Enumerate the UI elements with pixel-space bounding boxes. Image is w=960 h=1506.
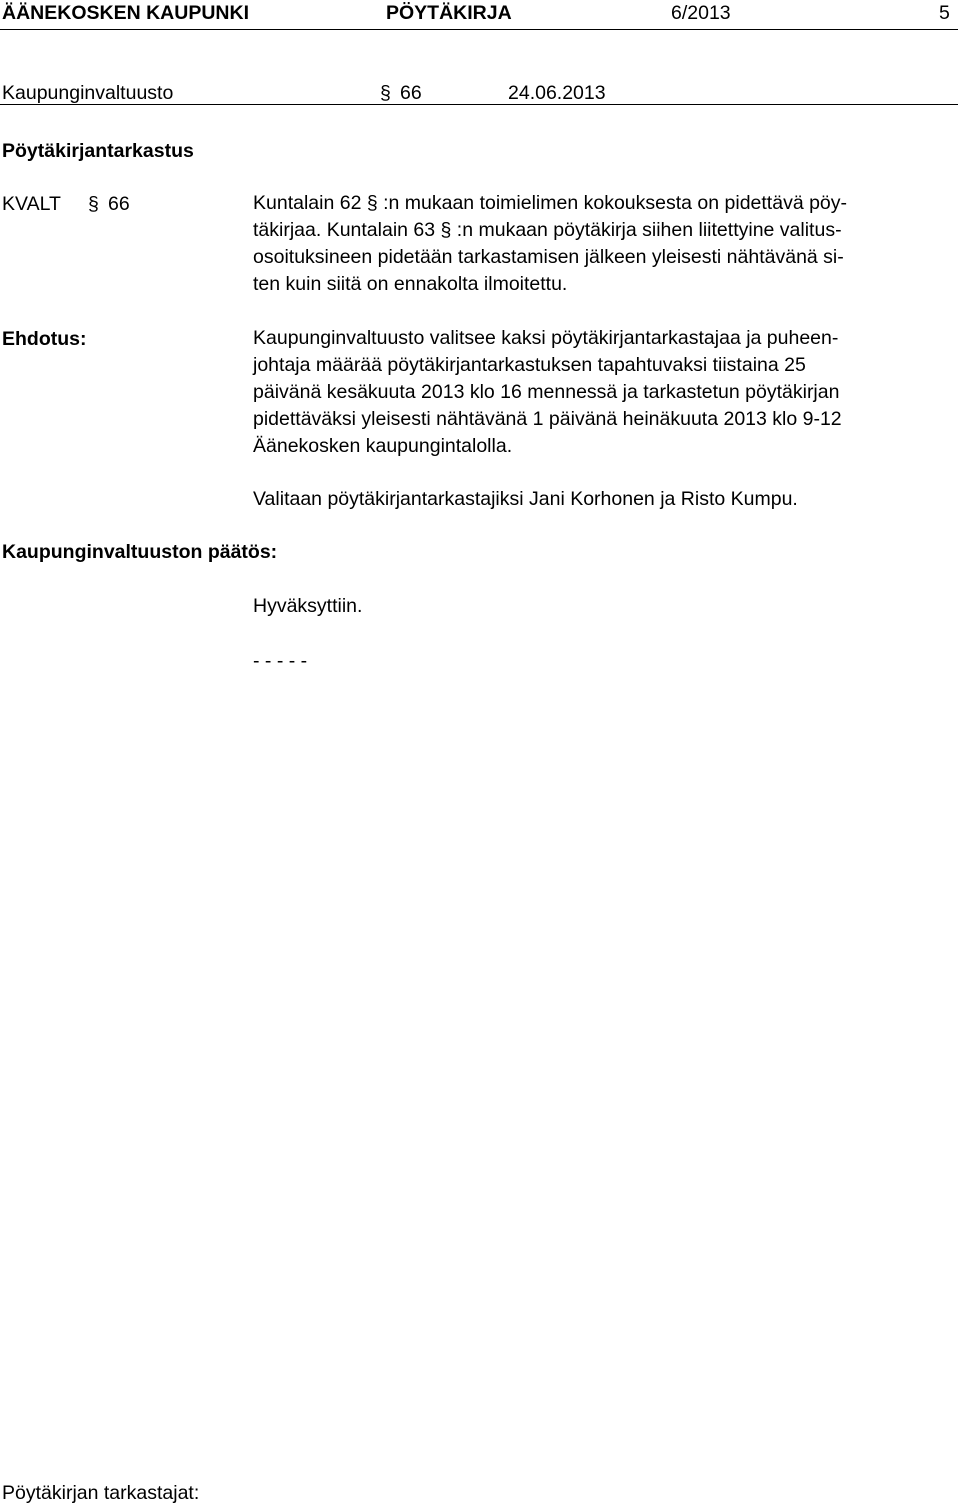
doc-type: PÖYTÄKIRJA	[386, 2, 512, 24]
intro-paragraph	[253, 190, 953, 298]
proposal-line: johtaja määrää pöytäkirjantarkastuksen tapahtuvaksi tiistaina 25	[253, 354, 806, 376]
ref-label: KVALT	[2, 193, 61, 215]
proposal-line: pidettäväksi yleisesti nähtävänä 1 päivänä heinäkuuta 2013 klo 9-12	[253, 408, 842, 430]
header-rule	[0, 29, 958, 30]
meeting-date: 24.06.2013	[508, 82, 606, 104]
section-sign: §	[380, 82, 391, 104]
proposal-line: Kaupunginvaltuusto valitsee kaksi pöytäkirjantarkastajaa ja puheen-	[253, 327, 839, 349]
checkers-label: Pöytäkirjan tarkastajat:	[2, 1482, 200, 1504]
intro-line: ten kuin siitä on ennakolta ilmoitettu.	[253, 273, 568, 295]
proposal-label: Ehdotus:	[2, 328, 87, 350]
meeting-body: Kaupunginvaltuusto	[2, 82, 174, 104]
org-name: ÄÄNEKOSKEN KAUPUNKI	[2, 2, 250, 24]
intro-line: osoituksineen pidetään tarkastamisen jälkeen yleisesti nähtävänä si-	[253, 246, 844, 268]
section-number: 66	[400, 82, 422, 104]
intro-line: Kuntalain 62 § :n mukaan toimielimen kokouksesta on pidettävä pöy-	[253, 192, 848, 214]
proposal-line: päivänä kesäkuuta 2013 klo 16 mennessä ja tarkastetun pöytäkirjan	[253, 381, 840, 403]
doc-number: 6/2013	[671, 2, 731, 24]
decision-label: Kaupunginvaltuuston päätös:	[2, 541, 278, 563]
proposal-paragraph	[253, 325, 953, 460]
intro-line: täkirjaa. Kuntalain 63 § :n mukaan pöytäkirja siihen liitettyine valitus-	[253, 219, 842, 241]
ref-number: 66	[108, 193, 130, 215]
decision-text: Hyväksyttiin.	[253, 595, 363, 617]
item-title: Pöytäkirjantarkastus	[2, 140, 194, 162]
separator: - - - - -	[253, 650, 308, 672]
page-number: 5	[939, 2, 950, 24]
proposal-extra: Valitaan pöytäkirjantarkastajiksi Jani Korhonen ja Risto Kumpu.	[253, 488, 798, 510]
ref-sign: §	[88, 193, 99, 215]
proposal-line: Äänekosken kaupungintalolla.	[253, 435, 513, 457]
meeting-rule	[0, 104, 958, 105]
